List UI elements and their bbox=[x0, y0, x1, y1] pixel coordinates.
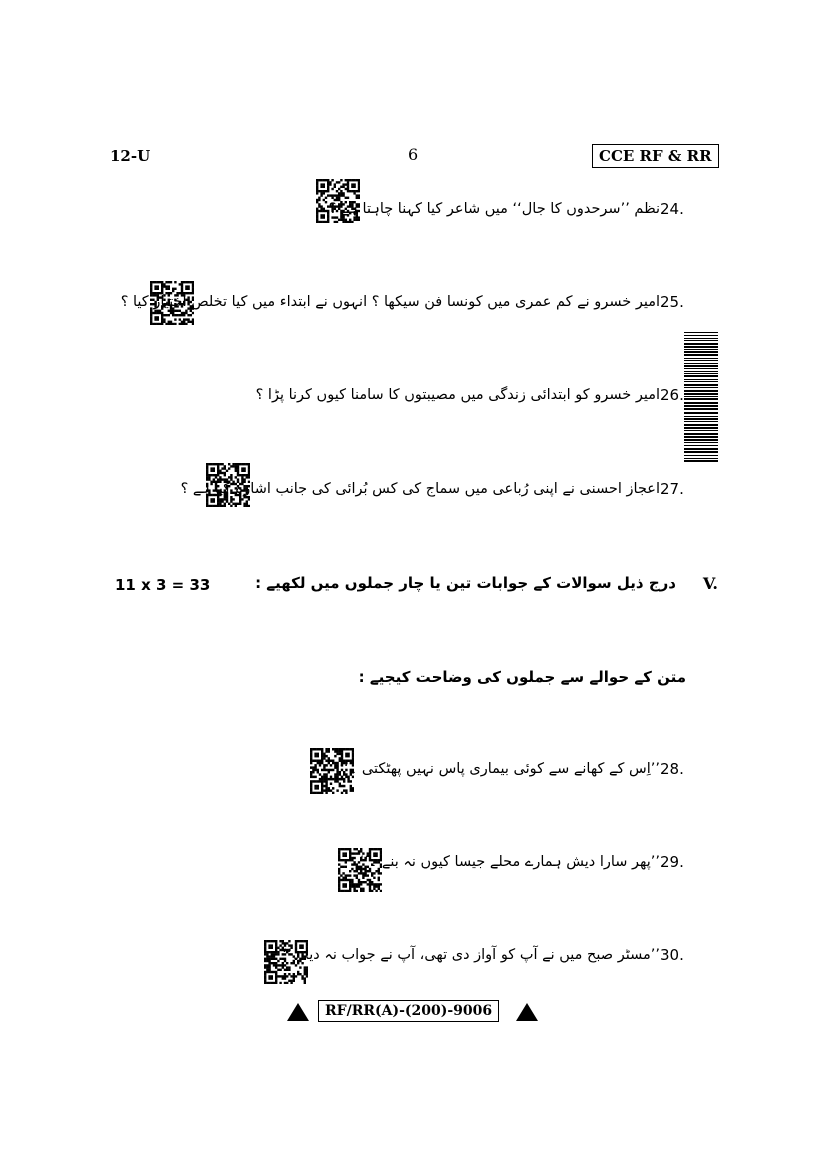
question-number: 27. bbox=[660, 480, 684, 498]
question-text: امیر خسرو کو ابتدائی زندگی میں مصیبتوں کا سامنا کیوں کرنا پڑا ؟ bbox=[255, 387, 660, 403]
section-marks: 11 x 3 = 33 bbox=[115, 576, 211, 594]
question-text: ’’اِس کے کھانے سے کوئی بیماری پاس نہیں پھٹکتی ۔‘‘ bbox=[339, 761, 660, 777]
question-number: 28. bbox=[660, 760, 684, 778]
question-26 bbox=[256, 386, 694, 404]
section-label: V. bbox=[702, 574, 718, 593]
subheading: متن کے حوالے سے جملوں کی وضاحت کیجیے : bbox=[358, 668, 686, 686]
question-30 bbox=[282, 946, 694, 964]
triangle-marker-icon bbox=[287, 1003, 309, 1021]
section-title: درج ذیل سوالات کے جوابات تین یا چار جملوں میں لکھیے : bbox=[255, 574, 676, 592]
question-text: ’’پھر سارا دیش ہمارے محلے جیسا کیوں نہ بنے ۔‘‘ bbox=[359, 854, 660, 870]
question-text: امیر خسرو نے کم عمری میں کونسا فن سیکھا ؟ انہوں نے ابتداء میں کیا تخلص اختیار کیا ؟ bbox=[120, 294, 660, 310]
question-29 bbox=[360, 853, 694, 871]
question-number: 30. bbox=[660, 946, 684, 964]
page-number: 6 bbox=[408, 145, 419, 164]
paper-code-left: 12-U bbox=[110, 147, 151, 165]
question-28 bbox=[340, 760, 694, 778]
question-number: 25. bbox=[660, 293, 684, 311]
paper-code-right: CCE RF & RR bbox=[592, 144, 719, 168]
question-24 bbox=[329, 200, 694, 218]
question-25 bbox=[121, 293, 694, 311]
question-text: اعجاز احسنی نے اپنی رُباعی میں سماج کی کس بُرائی کی جانب اشارہ کیا ہے ؟ bbox=[180, 481, 660, 497]
question-number: 26. bbox=[660, 386, 684, 404]
footer-code: RF/RR(A)-(200)-9006 bbox=[318, 1000, 499, 1022]
question-number: 29. bbox=[660, 853, 684, 871]
question-27 bbox=[181, 480, 694, 498]
question-number: 24. bbox=[660, 200, 684, 218]
question-text: ’’مسٹر صبح میں نے آپ کو آواز دی تھی، آپ نے جواب نہ دیا ۔‘‘ bbox=[282, 947, 660, 963]
triangle-marker-icon bbox=[516, 1003, 538, 1021]
question-text: نظم ’’سرحدوں کا جال‘‘ میں شاعر کیا کہنا چاہتا ہے ؟ bbox=[328, 201, 660, 217]
